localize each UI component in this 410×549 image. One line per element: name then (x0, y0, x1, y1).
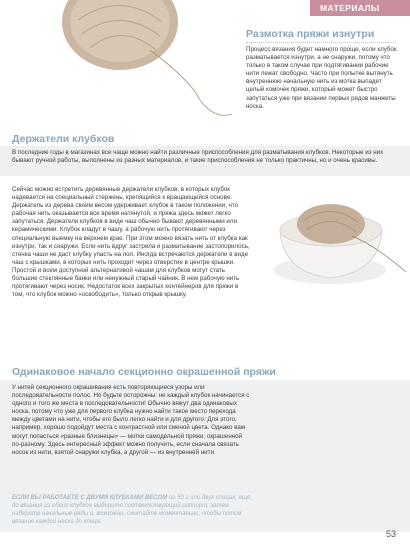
section-text-inside-out: Процесс вязания будет намного проще, если клубок разматывается изнутри, а не снаружи, потому что только в таком случае при подтягивании рабочие нити лежат свободно. Часто при попытке вытянуть внутреннюю начальную нить из мотка выпадет целый комочек пряжи, который может быстро запутаться уже при вязании первых рядов манжеты носка. (246, 46, 397, 110)
section-title-space-dyed: Одинаковое начало секционно окрашенной пряжи (12, 366, 398, 378)
section-text-space-dyed: У нитей секционного окрашивания есть повторяющиеся узоры или последовательности полос. Но будьте осторожны: не каждый клубок начинается с одного и того же места в последовательности! Обычно вяжут два одинаковых носка, потому что уже для первого клубка нужно найти такое место перехода между цветами на нити, чтобы его было легко найти и для другого. Для этого, например, хорошо подойдут места с контрастной или сменой цвета. Однако вам могут попасться «разные близнецы» — мотки самодельной пряжи, окрашенной по-разному. Здесь интересный эффект можно получить, если сначала связать носок из нити, взятой снаружи клубка, а другой — из внутренней нити. (12, 384, 250, 456)
page-number: 53 (385, 529, 396, 539)
section-tab: МАТЕРИАЛЫ (310, 0, 410, 16)
section-intro-holders: В последние годы в магазинах все чаще можно найти различные приспособления для разматывания клубков. Некоторые из них бывают ручной работы, выполнены из разных материалов, и такие приспособления не только практичны, но и очень красивы. (12, 149, 384, 165)
section-text-holders: Сейчас можно встретить деревянные держатели клубков, в которых клубок надевается на специальный стержень, крепящийся к вращающейся основе. Держатель из дерева своим весом удерживает клубок в таком положении, что рабочая нить оказывается все время натянутой, и пряжа здесь может легко запутаться. Держатели клубков в виде чаш обычно бывают деревянными или керамическими. Клубок кладут в чашу, а рабочую нить протягивают через специальную выемку на верхнем крае. При этом можно вязать нить от клубка как изнутри, так и снаружи. Если нить вдруг застряла и разматывание застопорилось, стенка чаши не даст клубку упасть на пол. Иногда встречаются держатели в виде чаш с крышками, в которых нить проходит через отверстие в центре крышки. Простой и всем доступной альтернативой чашам для клубков могут стать большие стеклянные банки или ненужный старый чайник. В нем рабочую нить протягивают через носик. Недостаток всех закрытых контейнеров для пряжи в том, что клубок можно «освободить», только открыв крышку. (12, 186, 250, 299)
section-title-holders: Держатели клубков (12, 133, 398, 145)
yarn-bowl-photo (256, 186, 410, 298)
yarn-ball-photo (0, 0, 240, 130)
section-title-inside-out: Размотка пряжи изнутри (246, 28, 396, 40)
tip-note: ЕСЛИ ВЫ РАБОТАЕТЕ С ДВУМЯ КЛУБКАМИ ВЕСОМ по 50 г или двух спицах, еще до вязания из обеих клубков выберите соответствующий раппорт, затем наберите начальные ряды и, возможно, смотайте моментально, чтобы потом вязание каждой носка до конца. (12, 495, 251, 526)
